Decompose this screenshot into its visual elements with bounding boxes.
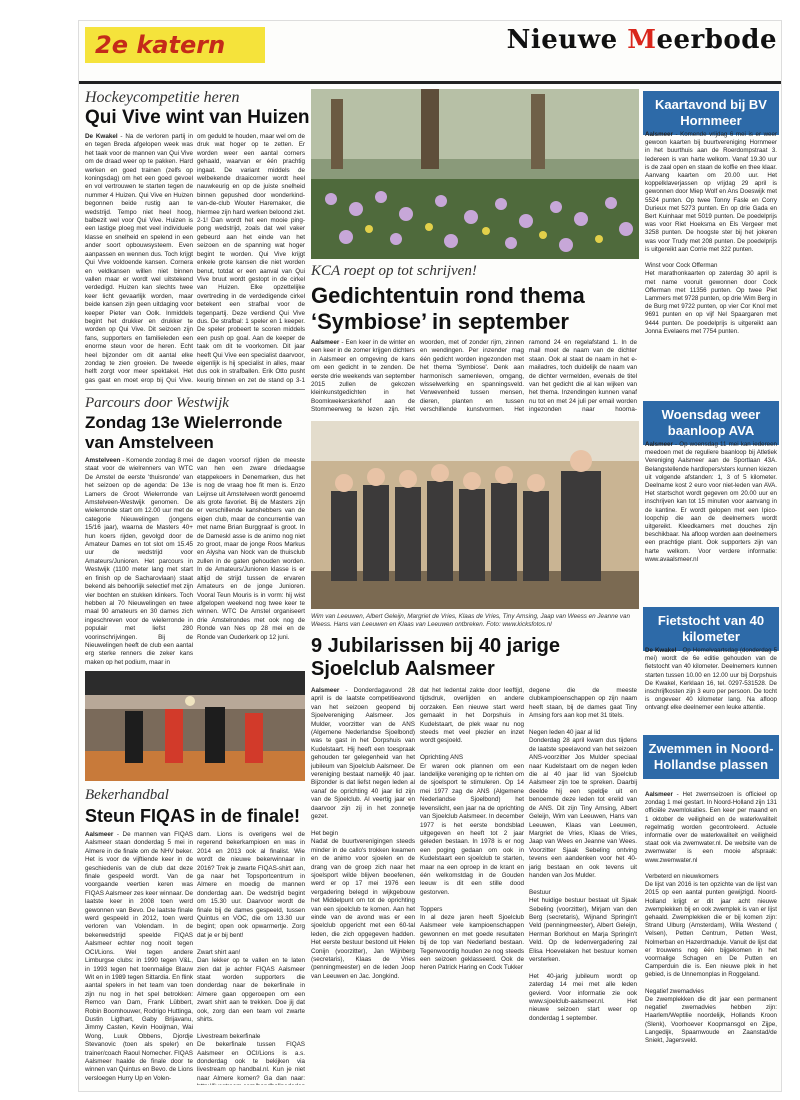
sjoel-column-3: degene die de meeste clubkampioenschappen op zijn naam heeft staan, bij de dames gaat Tiny Amsing fors aan kop met 31 titels. Negen leden 40 jaar al lid Donderdag 28 april kwam dus tijdens de laatste speelavond van het seizoen ANS-voorzitter Jos Mulder speciaal naar Kudelstaart om de negen leden die al 40 jaar lid van Sjoelclub Aalsmeer zijn toe te spreken. Daarbij deelde hij een speldje uit en benoemde deze leden tot erelid van de ANS. Dit zijn Tiny Amsing, Albert Geleijn, Wim van Leeuwen, Hans van Leeuwen, Klaas van Leeuwen, Margriet de Vries, Klaas de Vries, Jaap van Wees en Jeanne van Wees. Voorzitter Sjaak Sebeling ontving tevens een aandenken voor het 40-jarig bestaan en ook tevens uit handen van Jos Mulder. Bestuur Het huidige bestuur bestaat uit Sjaak Sebeling (voorzitter), Mirjam van den Berg (secretaris), Wijnand Springin't Veld (penningmeester), Albert Geleijn, Herman Borkhout en Marja Springin't Veld. Op de ledenvergadering zal Elisa Hoevelaken het bestuur komen versterken. Het 40-jarig jubileum wordt op zaterdag 14 mei met alle leden gevierd. Voor informatie zie ook www.sjoelclub-aalsmeer.nl. Het nieuwe seizoen start weer op donderdag 1 september. [529, 687, 637, 1022]
hockey-column-2: om geduld te houden, maar wel om de druk wat hoger op te zetten. Er worden weer een aantal corners gehaald, waarvan er één prachtig ingaat. De variant middels de welbekende draaicorner wordt heel nauwkeurig en op de juiste snelheid binnen gepushed door wonderkind-van-de-club Wouter Haremaker, die hiermee zijn hard werken beloond ziet. 2-1! Dan wordt het een mooie ping-pong wedstrijd, zoals dat wel vaker gebeurd aan het einde van het seizoen en de spanning wat hoger begint te worden. Qui Vive krijgt enkele grote kansen die niet worden benut, totdat er een aanval van Qui Vive bruut wordt gestopt in de cirkel van Huizen. Elke opzettelijke overtreding in de verdedigende cirkel betekent een strafbal voor de tegenpartij. Deze verdiend Qui Vive dus. De strafbal: 1 speler en 1 keeper. De speler probeert te scoren middels een push op goal. Aan de keeper de taak om dit te voorkomen. Dit jaar heeft Qui Vive een specialist daarvoor, eigenlijk is hij specialist in alles, maar dus ook in strafballen. Erik Otto pusht keurig binnen en zet de stand op 3-1 [197, 133, 305, 384]
hockey-text-1: - Na de verloren partij in en tegen Breda afgelopen week was het taak voor de mannen van Qui Vive om de draad weer op te pakken. Hard werken en goed trainen (zelfs op koningsdag) om het een goed gevoel en vol vertrouwen te starten tegen de nummer 4 Huizen. Qui Vive en Huizen begonnen beide rustig aan te wedstrijd. Tempo niet heel hoog, balbezit wel voor Qui Vive. Huizen is een lastige ploeg met veel individuele klasse en snelheid en spelend in een ander soort opbouwsysteem. Even aanpassen en wennen dus. Toch krijgt Qui Vive voldoende kansen. Cornera en veldkansen willen niet binnen vallen maar er wordt wel uitstekend verdedigd. Huizen kan slechts twee keer licht gevaarlijk worden, maar beide kansen zijn geen uitdaging voor keeper Pieter van Oolk. Inmiddels begint het drukker en drukker te worden op Qui Vive. Dit seizoen zijn fans, supporters en familieleden een enorme steun voor de heren. Echt heel bijzonder om dit aantal elke zondag te zien groeien. De tweede helft zorgt voor meer spektakel. Het gas gaat en moet erop bij Qui Vive. [85, 133, 193, 384]
sidebar-box2-title: Woensdag weer baanloop AVA [643, 401, 779, 445]
poetry-column-2: woorden, met of zonder rijm, zinnen en wendingen. Per inzender mag één gedicht worden ingezonden met het thema 'Symbiose'. Denk aan harmonisch samenleven, omgang, wisselwerking en spanningsveld. Verwevenheid tussen mensen, dieren, planten en tussen verschillende kunstvormen. Het [420, 339, 524, 414]
handball-photo-image [85, 671, 305, 781]
poetry-kicker: KCA roept op tot schrijven! [311, 263, 477, 279]
sidebar [643, 91, 779, 1091]
handball-text-1: - De mannen van FIQAS Aalsmeer staan donderdag 5 mei in Almere in de finale om de NHV beker. Het is voor de vijftiende keer in de geschiedenis van de club dat deze finale gespeeld wordt. Van de voorgaande veertien keren was FIQAS Aalsmeer zes keer winnaar. De laatste keer in 2008 toen werd gewonnen van Bevo. De laatste finale werd gespeeld in 2012, toen werd verloren van Volendam. In de bekerwedstrijd speelde FIQAS Aalsmeer echter nog nooit tegen OCI/Lions. Wel tegen andere Limburgse clubs: in 1990 tegen V&L, in 1993 tegen het toenmalige Blauw Wit en in 1989 tegen Sittardia. En flink aantal spelers in het team van toen zijn nu nog in het spel betrokken: Remco van Dam, Frank Lübbert, Robin Boomhouwer, Rodrigo Huttinga, Dustin Ligthart, Gaby Brijavanu, Jimmy Casten, Kevin Hooijman, Wai Wong, Luuk Obbens, Djordje Stevanovic (toen als speler) en trainer/coach Raoul Nomecher. FIQAS Aalsmeer haalde de finale door te winnen van Quintus en Bevo. de Lions versloegen Hurry Up en Volen- [85, 831, 193, 1082]
newspaper-page [78, 20, 782, 1092]
poetry-lead: Aalsmeer [311, 339, 340, 346]
group-photo [311, 421, 639, 609]
masthead-pre: Nieuwe [506, 25, 628, 55]
group-photo-image [311, 421, 639, 609]
sidebar-box1-body: - Komende vrijdag 6 mei is er weer gewoon kaarten bij buurtvereniging Hornmeer in het buurthuis aan de Roerdompstraat 3. Iedereen is van harte welkom. Vanaf 19.30 uur is de zaal open en staan de koffie en thee klaar. Aanvang kaarten om 20.00 uur. Het koppelklaverjassen op vrijdag 29 april is gewonnen door Miep Wolf en Ans Doeswijk met 5524 punten. Op twee Tonny Fasle en Corry Durieux met 5273 punten. En op drie Gada en Bert Kuinhaar met 5019 punten. De poedelprijs was voor Riet Hoeksma en Els Vergeer met 3258 punten. De hoogste ster bij het jokeren was voor Trudy met 208 punten. De poedelprijs is uitgereikt aan Corrie met 322 punten. Winst voor Cock Offerman Het marathonkaarten op zaterdag 30 april is met name vooruit gewonnen door Cock Offerman met 11356 punten. Op twee Piet Lammers met 9728 punten, op drie Wim Berg in de Burg met 9722 punten, op vier Cor Knol met 9691 punten en op vijf Nel Spaargaren met 9444 punten. De poedelprijs is uitgereikt aan Jonna Evelaens met 7754 punten. [645, 131, 777, 335]
sjoel-text-1: - Donderdagavond 28 april is de laatste competitieavond van het seizoen geopend bij Sjoelvereniging Aalsmeer. Jos Mulder, voorzitter van de ANS (Algemene Nederlandse Sjoelbond) was te gast in het Dorpshuis van Kudelstaart. Hij heeft een toespraak gehouden ter gelegenheid van het jubileum van Sjoelclub Aalsmeer. De vereniging bestaat namelijk 40 jaar. Bijzonder is dat liefst negen leden al vanaf de oprichting 40 jaar lid zijn van de Sjoelclub. Al veertig jaar en daarvoor zijn zij in het zonnetje gezet. Het begin Nadat de buurtverenigingen steeds minder in de callo's trokken kwamen en de animo voor sjoelen en de drang van de groep zich naar het sjoelsport wilde blijven beoefenen, werd er op 17 mei 1976 een vergadering belegd in wijkgebouw het Middelpunt om tot de oprichting van een sjoelclub te komen. Aan het einde van de avond was er een sjoelclub opgericht met een 60-tal leden, die zich opgegeven hadden. Het eerste bestuur bestond uit Helen Conijn (voorzitter), Jan Wijnberg (secretaris), Klaas de Vries (penningmeester) en de leden Joop van Leeuwen en Jac. Jongkind. [311, 687, 415, 980]
sidebar-box2-body: - Op woensdag 11 mei kan iedereen meedoen met de reguliere baanloop bij Atletiek Vereniging Aalsmeer aan de Sportlaan 43A. Belangstellende hardlopers/sters kunnen kiezen uit volgende afstanden: 1, 3 of 5 kilometer. Deelname kost 2 euro voor niet-leden van AVA. Het startschot wordt gegeven om 20.00 uur en inschrijven kan tot 15 minuten voor aanvang in de kantine. Er wordt gelopen met een Ipico-loopchip die aan de deelnemers wordt uitgereikt. Kleedkamers met douches zijn beschikbaar. Na afloop worden aan deelnemers een prachtige plant. Ook supporters zijn van harte welkom. Voor verdere informatie: www.avaalsmeer.nl [645, 441, 777, 563]
group-photo-caption: Wim van Leeuwen, Albert Geleijn, Margriet de Vries, Klaas de Vries, Tiny Amsing, Jaap van Weess en Jeanne van Weess. Hans van Leeuwen en Klaas van Leeuwen ontbreken. Foto: www.kicksfotos.nl [311, 613, 630, 629]
sidebar-box4-lead: Aalsmeer [645, 791, 673, 798]
sidebar-box4-text [645, 791, 777, 1087]
cycling-headline-1: Zondag 13e Wielerronde [85, 413, 283, 432]
handball-photo [85, 671, 305, 781]
handball-lead: Aalsmeer [85, 831, 114, 838]
poetry-headline-2: ‘Symbiose’ in september [311, 309, 569, 334]
cycling-lead: Amstelveen [85, 457, 121, 464]
sidebar-box3-lead: De Kwakel [645, 647, 677, 654]
sjoel-column-1 [311, 687, 415, 1085]
garden-photo [311, 89, 639, 259]
sidebar-box3-text [645, 647, 777, 731]
divider [85, 389, 305, 390]
handball-column-1 [85, 831, 193, 1085]
garden-photo-image [311, 89, 639, 259]
masthead [507, 25, 777, 55]
section-label: 2e katern [85, 27, 265, 63]
poetry-column-1 [311, 339, 415, 415]
masthead-m: M [627, 25, 657, 55]
cycling-kicker: Parcours door Westwijk [85, 395, 229, 411]
hockey-column-1 [85, 133, 193, 385]
cycling-column-2: de dagen voorsof rijden de meeste van hen een zware driedaagse etappekoers in Denemarken, dus het is nog de vraag hoe fit men is. Enzo Leijnse uit Amstelveen wordt genoemd als grote favoriet. Bij de Masters zijn er verschillende kanshebbers van de eigen club, maar de concurrentie van met name Brian Burggraaf is groot. In de Dameskl asse is de animo nog niet zo groot, maar de jonge Roos Markus en Alysha van Nock van de thuisclub zullen in de gaten gehouden worden. In de Amateurs/Junioren klasse is er altijd de strijd tussen de ervaren Amateurs en de jonge Junioren. Vooral Teun Mouris is in vorm: hij wist afgelopen weekend nog twee keer te winnen. WTC De Amstel organiseert drie Amstelrondes met ook nog de Ronde van Nes op 28 mei en de Ronde van Ouderkerk op 12 juni. [197, 457, 305, 641]
handball-kicker: Bekerhandbal [85, 787, 169, 803]
poetry-headline-1: Gedichtentuin rond thema [311, 283, 585, 308]
sidebar-box1-lead: Aalsmeer [645, 131, 673, 138]
sidebar-box4-body: - Het zwemseizoen is officieel op zondag 1 mei gestart. In Noord-Holland zijn 131 officiële zwemlokaties. Een keer per maand en 1 oktober de veiligheid en de waterkwaliteit regelmatig worden gecontroleerd. Actuele informatie over de waterkwaliteit en veiligheid staat ook via zwemwater.nl. De website van de zwemwater is een mooie afspraak: www.zwemwater.nl Verbeterd en nieuwkomers De lijst van 2016 is ten opzichte van de lijst van 2015 op een aantal punten gewijzigd. Noord-Holland krijgt er dit jaar acht nieuwe zwemplekken bij en ook zwemplek is van er lijst gehaald. Zwemplekken die er bij komen zijn: Strand Ulburg (Amsterdam), Willa Westend ( Velsen), Petten Centrum, Petten West, Nolmerban en Hazerdmaduje. Vanuit de lijst dat er trouwens nog één bijgekomen in het voormalige Schagen en De Putten en Camperduin die is. Een nieuwe plek in het gebied, is de Unnemonplas in Roggeland. Negatief zwemadvies De zwemplekken die dit jaar een permanent negatief zwemadvies hebben zijn: Haarlem/Weptilie noordelijk, Hollands Kroon (Slenk), Voorhoever Koopmansgol en Zijpe, Langedijk, Spaarnwoude en Zaanstad/de Sniekt, Jagersveld. [645, 791, 777, 1045]
sidebar-box4-title: Zwemmen in Noord-Hollandse plassen [643, 735, 779, 779]
sjoel-headline-2: Sjoelclub Aalsmeer [311, 658, 495, 680]
cycling-headline-2: van Amstelveen [85, 433, 214, 452]
cycling-text-1: - Komende zondag 8 mei staat voor de wielrenners van WTC De Amstel de eerste 'thuisronde' van het seizoen op de agenda: De 13e Lamers de Groot Wielerronde van Amstelveen-Westwijk genomen. De wielerronde start om 12.00 uur met de categorie Nieuwelingen (jongens 15/16 jaar), waarna de Masters 40+ hun koers rijden, gevolgd door de Amateur Dames en tot slot om 15.45 uur de wedstrijd voor Amateurs/Junioren. Het parcours in Westwijk (1100 meter lang met start en finish op de Sacharovlaan) staat bekend als behoorlijk selectief met zijn vier bochten en stukken klinkers. Toch hebben al 70 Nieuwelingen en twee maal 90 amateurs en 30 dames zich ingeschreven voor de wielerronde in populair met liefst 280 voorinschrijvingen. Bij de Nieuwelingen heeft de club een aantal erg sterke renners die zeker kans maken op het podium, maar in [85, 457, 193, 665]
cycling-column-1 [85, 457, 193, 665]
sidebar-box2-text [645, 441, 777, 601]
sidebar-box2-lead: Aalsmeer [645, 441, 673, 448]
hockey-kicker: Hockeycompetitie heren [85, 89, 240, 106]
hockey-headline: Qui Vive wint van Huizen [85, 107, 310, 128]
sjoel-headline-1: 9 Jubilarissen bij 40 jarige [311, 635, 561, 657]
sidebar-box1-text [645, 131, 777, 395]
hockey-lead: De Kwakel [85, 133, 118, 140]
sidebar-box1-title: Kaartavond bij BV Hornmeer [643, 91, 779, 135]
poetry-text-1: - Een keer in de winter en een keer in de zomer krijgen dichters in Aalsmeer en omgeving de kans om een gedicht in te zenden. De eerste drie weekends van september 2015 zullen de gekozen kleinkunstgedichten in het Boomkwekerskerkhof aan de Stommeerweg te lezen zijn. Het [311, 339, 415, 414]
sjoel-lead: Aalsmeer [311, 687, 340, 694]
sidebar-box3-title: Fietstocht van 40 kilometer [643, 607, 779, 651]
page-header [79, 21, 781, 83]
header-rule [79, 81, 781, 84]
sidebar-box3-body: - Op Hemelvaartsdag (donderdag 5 mei) wordt de 6e editie gehouden van de fietstocht van 40 kilometer. Deelnemers kunnen starten tussen 10.00 en 12.00 uur bij Dorpshuis De Kwakel, Kerklaan 16, tel. 0297-531528. De inschrijfkosten zijn 3 euro per persoon. De tocht is ongeveer 40 kilometer lang. Na afloop ontvangt elke deelnemer een leuke attentie. [645, 647, 777, 712]
handball-column-2: dam. Lions is overigens wel de regerend bekerkampioen en was in 2014 en 2013 ook al finalist. Wie wordt de nieuwe bekerwinnaar in 2016? Trek je zwarte FIQAS-shirt aan, ga naar het Topsportcentrum in Almere en moedig de mannen donderdag aan. De wedstrijd begint om 15.30 uur. Daarvoor wordt de finale bij de dames gespeeld, tussen Quintus en VOC, die om 13.30 uur begint; open ook opwarmertje. Zorg dat je er bij bent! Zwart shirt aan! Dan lekker op te vallen en te laten zien dat je achter FIQAS Aalsmeer staat worden supporters die donderdag naar de bekerfinale in Almere gaan opgeroepen om een zwart shirt aan te trekken. Doe jij dat ook, zorg dan een team vol zwarte shirts. Livestream bekerfinale De bekerfinale tussen FIQAS Aalsmeer en OCI/Lions is a.s. donderdag ook te bekijken via livestream op handbal.nl. Kun je niet naar Almere komen? Ga dan naar: [197, 831, 305, 1082]
sjoel-column-2: dat het ledental zakte door leeftijd, tijdsdruk, overlijden en andere oorzaken. Een nieuwe start werd gemaakt in het Dorpshuis in Kudelstaart, de plek waar nu nog steeds met veel plezier en inzet wordt gesjoeld. Oprichting ANS Er waren ook plannen om een landelijke vereniging op te richten om de sjoelsport te stimuleren. Op 14 mei 1977 zag de ANS (Algemene Nederlandse Sjoelbond) het levenslicht, een jaar na de oprichting van Sjoelclub Aalsmeer. In december 1977 is het eerste bondsblad uitgegeven en heeft tot 2 jaar geleden bestaan. In 1978 is er nog een poging gedaan om ook in Kudelstaart een sjoelclub te starten, maar na een oproep in de krant en één welkomstdag in de Gouden leeuw is dit een stille dood gestorven. Toppers In al deze jaren heeft Sjoelclub Aalsmeer vele kampioenschappen gewonnen en met goede resultaten bij de top van Nederland bestaan. Tegenwoordig houden ze nog steeds een seizoen geklasseerd. Ook de heren Patrick Haring en Cock Tukker [420, 687, 524, 972]
poetry-column-3: ramond 24 en regelafstand 1. In de mail moet de naam van de dichter staan. Ook al staat de naam in het e-mailadres, toch duidelijk de naam van de dichter vermelden, evenals de titel van het gedicht die al kan wijken van het thema. Inzendingen kunnen vanaf nu tot en met 24 juli per email worden ingezonden naar hoorna- [529, 339, 637, 414]
masthead-post: eerbode [656, 25, 777, 55]
handball-headline: Steun FIQAS in de finale! [85, 806, 301, 826]
